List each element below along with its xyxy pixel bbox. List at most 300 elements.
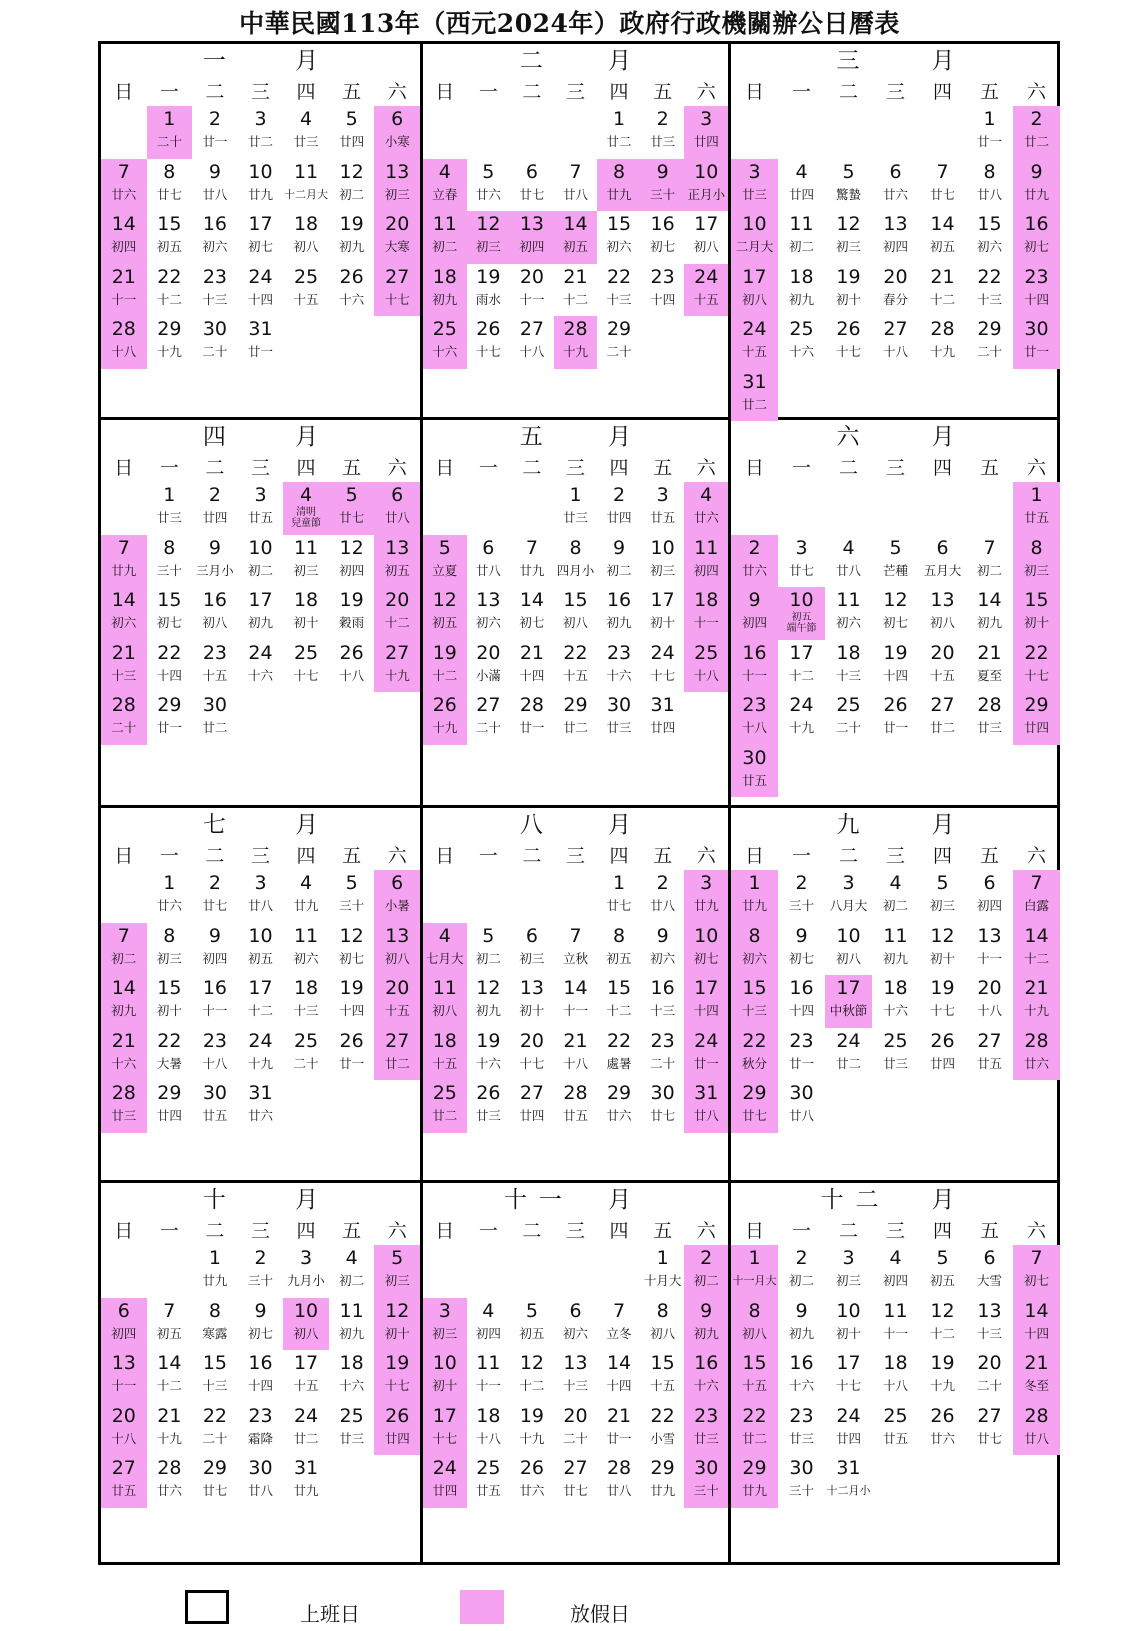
day-number: 6	[983, 1247, 996, 1269]
holiday-day-cell	[1013, 264, 1060, 317]
month-title	[101, 808, 420, 842]
lunar-date: 初七	[788, 950, 814, 966]
day-number: 8	[1030, 536, 1043, 559]
weekday-header: 日	[435, 845, 455, 867]
weekday-header: 五	[653, 1220, 673, 1242]
weekday-header: 五	[342, 81, 362, 103]
work-day-cell	[510, 692, 554, 745]
work-day-cell	[329, 264, 375, 317]
lunar-date: 初九	[882, 950, 908, 966]
work-day-cell	[238, 923, 284, 976]
day-number: 1	[983, 108, 996, 130]
work-day-cell	[597, 640, 641, 693]
lunar-date: 二十	[606, 344, 632, 359]
work-day-cell	[641, 482, 685, 535]
holiday-day-cell	[731, 692, 778, 745]
lunar-date: 初五	[562, 239, 588, 254]
month-suffix: 月	[608, 48, 632, 74]
work-day-cell	[467, 1350, 511, 1403]
lunar-date: 七月大	[426, 950, 464, 966]
lunar-date: 廿四	[606, 510, 632, 525]
month-title	[423, 1183, 728, 1217]
lunar-date: 廿四	[156, 1108, 182, 1123]
work-day-cell	[192, 1350, 238, 1403]
work-day-cell	[329, 1403, 375, 1456]
lunar-date: 十四	[339, 1003, 365, 1018]
lunar-date: 十一	[976, 950, 1002, 966]
day-number: 19	[476, 1029, 501, 1052]
lunar-date: 三十	[693, 1483, 719, 1498]
day-number: 9	[254, 1299, 267, 1322]
day-number: 2	[254, 1247, 267, 1269]
work-day-cell	[554, 1298, 598, 1351]
holiday-day-cell	[423, 692, 467, 745]
day-number: 27	[977, 1404, 1002, 1427]
day-number: 28	[111, 318, 136, 340]
day-number: 30	[694, 1457, 719, 1479]
day-number: 30	[789, 1082, 814, 1104]
weekday-header: 二	[205, 457, 225, 479]
lunar-date: 初十	[156, 1003, 182, 1018]
weekday-header: 日	[744, 845, 764, 867]
weekday-header: 六	[1026, 1220, 1046, 1242]
work-day-cell	[554, 975, 598, 1028]
day-number: 1	[163, 108, 176, 130]
lunar-date: 寒露	[202, 1325, 228, 1341]
lunar-date: 初二	[606, 562, 632, 578]
lunar-date: 十六	[882, 1003, 908, 1018]
holiday-day-cell	[423, 640, 467, 693]
day-number: 9	[748, 589, 761, 611]
day-number: 27	[563, 1457, 588, 1479]
work-day-cell	[825, 1350, 872, 1403]
day-number: 22	[742, 1029, 767, 1052]
lunar-date: 十七	[1023, 667, 1049, 683]
holiday-day-cell	[374, 482, 420, 535]
work-day-cell	[597, 482, 641, 535]
day-number: 25	[694, 641, 719, 664]
lunar-date: 初五	[929, 1273, 955, 1288]
day-number: 20	[883, 265, 908, 288]
weekday-header: 六	[1026, 81, 1046, 103]
month-number: 五	[519, 424, 555, 450]
lunar-date: 十六	[339, 1378, 365, 1393]
work-day-cell	[778, 159, 825, 212]
day-number: 11	[694, 536, 719, 559]
day-number: 7	[569, 924, 582, 947]
lunar-date: 廿三	[293, 134, 319, 149]
month-suffix: 月	[295, 424, 319, 450]
lunar-date: 十六	[432, 344, 458, 359]
lunar-date: 廿三	[339, 1430, 365, 1446]
lunar-date: 三月小	[196, 562, 234, 578]
work-day-cell	[641, 1028, 685, 1081]
holiday-day-cell	[597, 159, 641, 212]
work-day-cell	[554, 1455, 598, 1508]
work-day-cell	[641, 1403, 685, 1456]
lunar-date: 十九	[519, 1430, 545, 1446]
lunar-date: 廿二	[202, 720, 228, 735]
day-number: 23	[1024, 265, 1049, 288]
day-number: 14	[563, 213, 588, 235]
day-number: 18	[836, 641, 861, 664]
day-number: 5	[525, 1299, 538, 1322]
month-title	[423, 808, 728, 842]
work-day-cell	[597, 106, 641, 159]
lunar-date: 初二	[432, 239, 458, 254]
day-number: 31	[248, 1082, 273, 1104]
day-number: 16	[202, 213, 228, 235]
weekday-header: 三	[885, 457, 905, 479]
weekday-header: 三	[885, 81, 905, 103]
day-number: 2	[700, 1247, 713, 1269]
work-day-cell	[510, 1298, 554, 1351]
day-number: 18	[339, 1352, 364, 1374]
day-number: 23	[202, 641, 228, 664]
work-day-cell	[329, 870, 375, 923]
month-number: 七	[202, 812, 238, 838]
holiday-day-cell	[684, 1298, 728, 1351]
holiday-day-cell	[1013, 1298, 1060, 1351]
day-number: 28	[1024, 1029, 1049, 1052]
lunar-date: 初九	[606, 615, 632, 630]
lunar-date: 廿九	[111, 562, 137, 578]
month-number: 十	[202, 1187, 238, 1213]
day-number: 23	[789, 1404, 814, 1427]
work-day-cell	[684, 211, 728, 264]
lunar-date: 廿一	[1023, 344, 1049, 359]
lunar-date: 十八	[882, 344, 908, 359]
lunar-date: 廿四	[432, 1483, 458, 1498]
day-number: 8	[569, 536, 582, 559]
weekday-header: 四	[296, 1220, 316, 1242]
lunar-date: 八月大	[829, 898, 868, 913]
month-block	[731, 44, 1060, 417]
work-day-cell	[147, 482, 193, 535]
work-day-cell	[778, 264, 825, 317]
lunar-date: 初六	[741, 950, 767, 966]
day-number: 16	[789, 1352, 814, 1374]
work-day-cell	[238, 1298, 284, 1351]
holiday-day-cell	[374, 975, 420, 1028]
lunar-date: 初二	[882, 898, 908, 913]
day-number: 14	[519, 589, 545, 611]
holiday-day-cell	[423, 159, 467, 212]
day-number: 21	[1024, 977, 1049, 999]
holiday-day-cell	[374, 106, 420, 159]
day-number: 6	[391, 484, 404, 506]
lunar-date: 十九	[1023, 1003, 1049, 1018]
work-day-cell	[283, 640, 329, 693]
work-day-cell	[597, 211, 641, 264]
day-number: 4	[300, 872, 313, 894]
work-day-cell	[510, 1080, 554, 1133]
work-day-cell	[467, 1403, 511, 1456]
day-number: 27	[519, 1082, 545, 1104]
lunar-date: 廿七	[202, 898, 228, 913]
lunar-date: 十七	[384, 291, 410, 307]
work-day-cell	[238, 482, 284, 535]
work-day-cell	[283, 535, 329, 588]
lunar-date: 初六	[202, 239, 228, 254]
work-day-cell	[554, 1350, 598, 1403]
day-number: 6	[525, 160, 538, 183]
weekday-header: 五	[653, 457, 673, 479]
day-number: 11	[432, 977, 457, 999]
lunar-date: 十七	[929, 1003, 955, 1018]
lunar-date: 十八	[111, 1430, 137, 1446]
holiday-day-cell	[1013, 159, 1060, 212]
lunar-date: 初三	[156, 950, 182, 966]
work-day-cell	[872, 975, 919, 1028]
weekday-header: 日	[114, 1220, 134, 1242]
lunar-date: 廿三	[650, 134, 676, 149]
lunar-date: 廿七	[929, 186, 955, 202]
work-day-cell	[825, 535, 872, 588]
month-block	[423, 808, 728, 1180]
lunar-date: 廿四	[1023, 720, 1049, 735]
lunar-date: 初四	[519, 239, 545, 254]
work-day-cell	[192, 482, 238, 535]
day-number: 14	[1024, 924, 1049, 947]
work-day-cell	[919, 535, 966, 588]
day-number: 15	[563, 589, 588, 611]
work-day-cell	[147, 211, 193, 264]
holiday-day-cell	[423, 1028, 467, 1081]
day-number: 17	[248, 589, 273, 611]
holiday-day-cell	[423, 1455, 467, 1508]
lunar-date: 廿九	[693, 898, 719, 913]
day-number: 15	[606, 213, 632, 235]
day-number: 21	[563, 265, 588, 288]
day-number: 14	[977, 589, 1002, 611]
day-number: 25	[293, 1029, 319, 1052]
work-day-cell	[283, 106, 329, 159]
day-number: 29	[742, 1457, 767, 1479]
lunar-date: 廿三	[976, 720, 1002, 735]
day-number: 11	[883, 924, 908, 947]
day-number: 14	[1024, 1299, 1049, 1322]
day-number: 2	[795, 872, 808, 894]
lunar-date: 初八	[562, 615, 588, 630]
day-number: 1	[208, 1247, 221, 1269]
day-number: 10	[248, 536, 273, 559]
lunar-date: 初四	[339, 562, 365, 578]
work-day-cell	[825, 1403, 872, 1456]
work-day-cell	[554, 1403, 598, 1456]
lunar-date: 冬至	[1023, 1378, 1049, 1393]
day-number: 11	[883, 1299, 908, 1322]
day-number: 22	[977, 265, 1002, 288]
month-title	[423, 44, 728, 78]
month-suffix: 月	[931, 1187, 955, 1213]
work-day-cell	[919, 923, 966, 976]
lunar-date: 十四	[882, 667, 908, 683]
lunar-date: 二十	[202, 1430, 228, 1446]
lunar-date: 初十	[1023, 615, 1049, 630]
holiday-day-cell	[1013, 692, 1060, 745]
lunar-date: 十二	[519, 1378, 545, 1393]
day-number: 9	[795, 924, 808, 947]
lunar-date: 十二	[247, 1003, 273, 1018]
weekday-header: 五	[979, 81, 999, 103]
work-day-cell	[147, 1350, 193, 1403]
work-day-cell	[147, 316, 193, 369]
lunar-date: 穀雨	[339, 615, 365, 630]
work-day-cell	[966, 1298, 1013, 1351]
day-number: 6	[391, 872, 404, 894]
day-number: 21	[111, 265, 136, 288]
lunar-date: 十月大	[643, 1273, 682, 1288]
lunar-date: 廿二	[835, 1055, 861, 1071]
day-number: 10	[650, 536, 675, 559]
lunar-date: 廿三	[156, 510, 182, 525]
work-day-cell	[641, 870, 685, 923]
holiday-day-cell	[731, 923, 778, 976]
work-day-cell	[919, 640, 966, 693]
lunar-date: 廿五	[1023, 510, 1049, 525]
day-number: 23	[202, 1029, 228, 1052]
weekday-header: 二	[838, 845, 858, 867]
work-day-cell	[283, 1245, 329, 1298]
lunar-date: 初八	[384, 950, 410, 966]
lunar-date: 初五	[929, 239, 955, 254]
lunar-date: 九月小	[287, 1273, 325, 1288]
day-number: 23	[694, 1404, 719, 1427]
day-number: 12	[476, 977, 501, 999]
work-day-cell	[238, 975, 284, 1028]
day-number: 13	[385, 536, 410, 559]
weekday-header: 三	[565, 845, 585, 867]
lunar-date: 初六	[111, 615, 137, 630]
lunar-date: 廿八	[976, 186, 1002, 202]
day-number: 28	[1024, 1404, 1049, 1427]
lunar-date: 初八	[741, 291, 767, 307]
holiday-day-cell	[684, 106, 728, 159]
day-number: 21	[1024, 1352, 1049, 1374]
lunar-date: 小寒	[384, 134, 410, 149]
work-day-cell	[510, 587, 554, 640]
lunar-date: 廿二	[741, 1430, 767, 1446]
day-number: 2	[1030, 108, 1043, 130]
lunar-date: 十二	[432, 667, 458, 683]
lunar-date: 廿九	[741, 1483, 767, 1498]
holiday-day-cell	[423, 316, 467, 369]
day-number: 26	[339, 641, 364, 664]
day-number: 28	[606, 1457, 632, 1479]
lunar-date: 初五	[519, 1325, 545, 1341]
holiday-day-cell	[1013, 316, 1060, 369]
day-number: 17	[432, 1404, 457, 1427]
day-number: 22	[742, 1404, 767, 1427]
lunar-date: 初五	[156, 1325, 182, 1341]
work-day-cell	[919, 211, 966, 264]
month-suffix: 月	[931, 48, 955, 74]
work-day-cell	[329, 1350, 375, 1403]
day-number: 31	[742, 370, 767, 393]
weekday-header: 一	[478, 845, 498, 867]
day-number: 5	[345, 484, 358, 506]
work-day-cell	[778, 975, 825, 1028]
month-number: 四	[202, 424, 238, 450]
lunar-date: 初四	[111, 239, 137, 254]
work-day-cell	[554, 923, 598, 976]
work-day-cell	[872, 1245, 919, 1298]
month-title	[731, 1183, 1060, 1217]
month-title	[101, 420, 420, 454]
work-day-cell	[778, 1298, 825, 1351]
lunar-date: 廿一	[788, 1055, 814, 1071]
lunar-date: 廿九	[247, 186, 273, 202]
day-number: 5	[345, 108, 358, 130]
day-number: 3	[842, 1247, 855, 1269]
work-day-cell	[238, 106, 284, 159]
lunar-date: 大暑	[156, 1055, 182, 1071]
lunar-date: 初四	[882, 1273, 908, 1288]
work-day-cell	[919, 975, 966, 1028]
lunar-date: 廿三	[788, 1430, 814, 1446]
day-number: 19	[385, 1352, 410, 1374]
work-day-cell	[147, 535, 193, 588]
lunar-date: 初八	[432, 1003, 458, 1018]
day-number: 8	[163, 536, 176, 559]
lunar-date: 初七	[1023, 239, 1049, 254]
lunar-date: 廿六	[693, 510, 719, 525]
holiday-day-cell	[1013, 482, 1060, 535]
holiday-day-cell	[101, 692, 147, 745]
work-day-cell	[597, 316, 641, 369]
day-number: 10	[694, 924, 719, 947]
day-number: 5	[482, 160, 495, 183]
work-day-cell	[147, 692, 193, 745]
holiday-day-cell	[731, 640, 778, 693]
work-day-cell	[919, 1298, 966, 1351]
holiday-day-cell	[1013, 106, 1060, 159]
day-number: 3	[656, 484, 669, 506]
work-day-cell	[778, 211, 825, 264]
weekday-header: 一	[791, 845, 811, 867]
lunar-date: 十五	[741, 1378, 767, 1393]
day-number: 29	[606, 1082, 632, 1104]
lunar-date: 廿八	[247, 1483, 273, 1498]
work-day-cell	[192, 264, 238, 317]
holiday-day-cell	[283, 1298, 329, 1351]
day-number: 24	[248, 265, 273, 288]
day-number: 27	[977, 1029, 1002, 1052]
work-day-cell	[238, 1455, 284, 1508]
day-number: 24	[248, 1029, 273, 1052]
day-number: 20	[111, 1404, 136, 1427]
day-number: 21	[563, 1029, 588, 1052]
holiday-day-cell	[825, 975, 872, 1028]
day-number: 13	[519, 213, 545, 235]
work-day-cell	[597, 1028, 641, 1081]
month-suffix: 月	[295, 1187, 319, 1213]
work-day-cell	[825, 640, 872, 693]
day-number: 25	[836, 694, 861, 716]
lunar-date: 初七	[519, 615, 545, 630]
day-number: 13	[883, 213, 908, 235]
month-title	[101, 44, 420, 78]
holiday-day-cell	[684, 923, 728, 976]
day-number: 28	[563, 318, 588, 340]
weekday-header: 二	[522, 845, 542, 867]
holiday-day-cell	[684, 264, 728, 317]
work-day-cell	[641, 923, 685, 976]
work-day-cell	[825, 870, 872, 923]
lunar-date: 廿四	[202, 510, 228, 525]
day-number: 3	[700, 108, 713, 130]
